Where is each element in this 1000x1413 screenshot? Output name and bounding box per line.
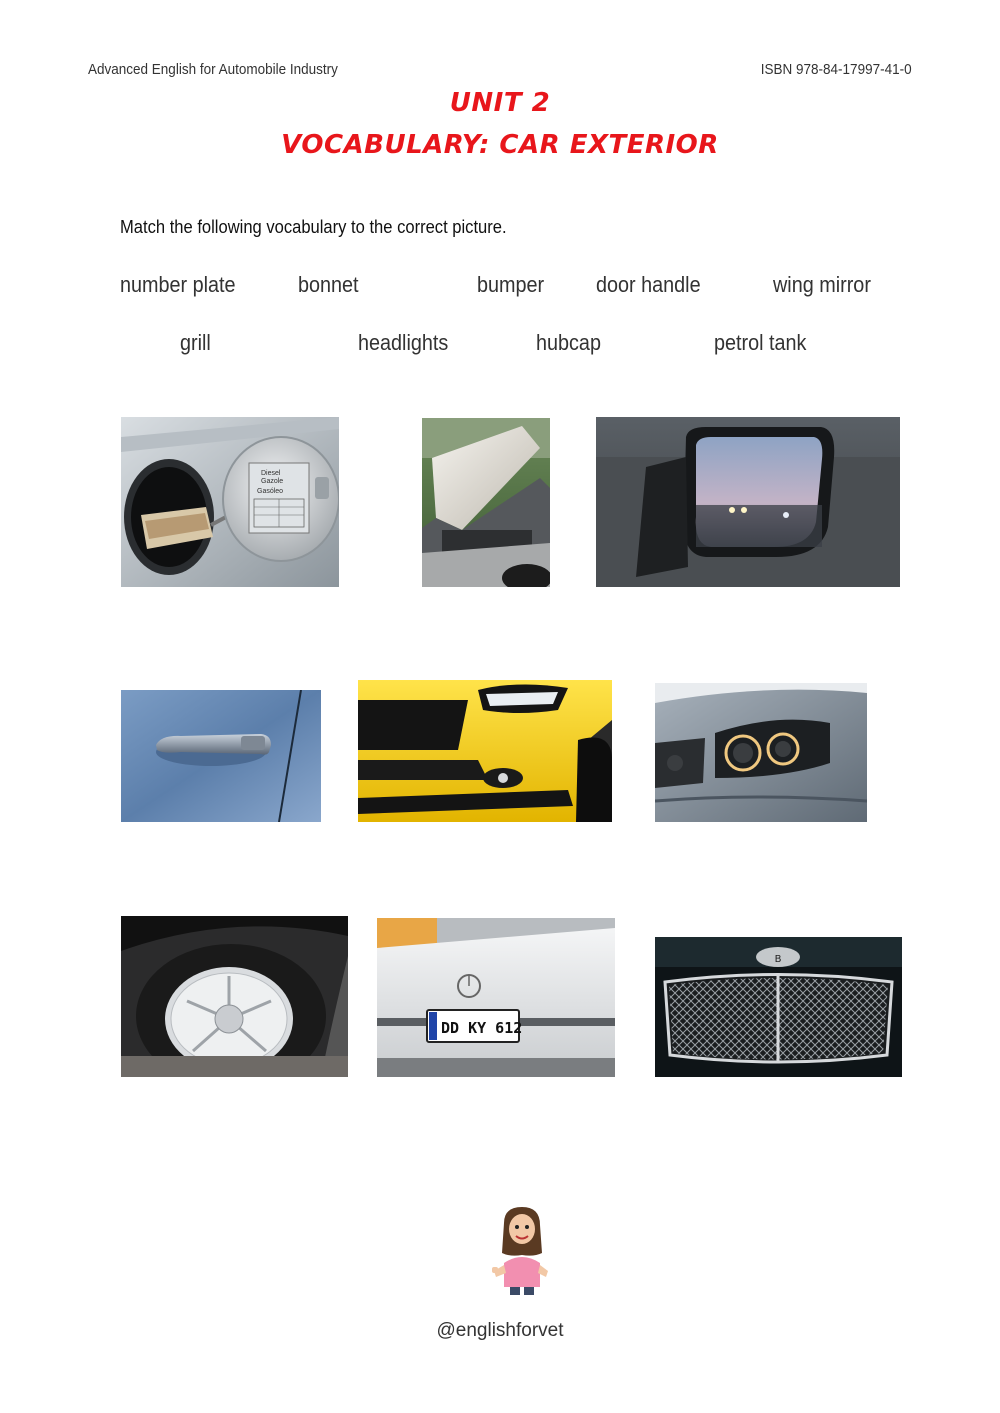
vocab-bonnet[interactable]: bonnet bbox=[298, 272, 359, 297]
teacher-avatar bbox=[490, 1205, 552, 1297]
vocab-petrol-tank[interactable]: petrol tank bbox=[714, 330, 807, 355]
vocab-hubcap[interactable]: hubcap bbox=[536, 330, 601, 355]
petrol-tank-photo[interactable] bbox=[121, 417, 339, 587]
isbn-label: ISBN 978-84-17997-41-0 bbox=[761, 61, 912, 78]
headlights-photo[interactable] bbox=[655, 683, 867, 822]
number-plate-photo[interactable] bbox=[377, 918, 615, 1077]
vocab-wing-mirror[interactable]: wing mirror bbox=[773, 272, 871, 297]
plate-text: DD KY 612 bbox=[441, 1019, 523, 1037]
book-title: Advanced English for Automobile Industry bbox=[88, 61, 338, 78]
fuel-cap-label-2: Gazole bbox=[261, 478, 284, 485]
door-handle-photo[interactable] bbox=[121, 690, 321, 822]
footer-handle: @englishforvet bbox=[436, 1320, 564, 1341]
grill-photo[interactable] bbox=[655, 937, 902, 1077]
wing-mirror-photo[interactable] bbox=[596, 417, 900, 587]
bonnet-photo[interactable] bbox=[422, 418, 550, 587]
vocab-bumper[interactable]: bumper bbox=[477, 272, 545, 297]
vocab-door-handle[interactable]: door handle bbox=[596, 272, 701, 297]
fuel-cap-label-3: Gasóleo bbox=[257, 488, 284, 495]
bumper-photo[interactable] bbox=[358, 680, 612, 822]
hubcap-photo[interactable] bbox=[121, 916, 348, 1077]
fuel-cap-label-1: Diesel bbox=[261, 470, 281, 477]
unit-title: UNIT 2 bbox=[449, 88, 551, 118]
topic-title: VOCABULARY: CAR EXTERIOR bbox=[281, 130, 719, 160]
vocab-headlights[interactable]: headlights bbox=[358, 330, 449, 355]
vocab-grill[interactable]: grill bbox=[180, 330, 211, 355]
svg-text:B: B bbox=[774, 954, 782, 965]
instruction-text: Match the following vocabulary to the correct picture. bbox=[120, 217, 507, 237]
vocab-number-plate[interactable]: number plate bbox=[120, 272, 236, 297]
